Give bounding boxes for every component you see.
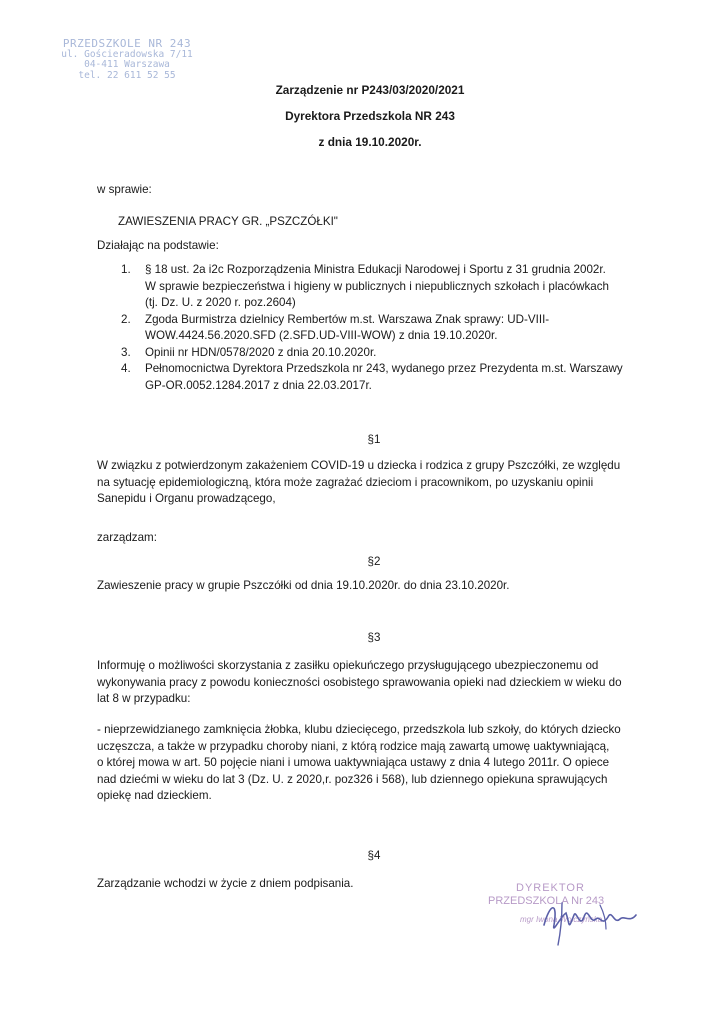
section-2-heading: §2 [367, 555, 381, 568]
basis-label: Działając na podstawie: [97, 239, 219, 252]
section-3-line: Informuję o możliwości skorzystania z zasiłku opiekuńczego przysługującego ubezpieczonemu od [97, 659, 599, 672]
section-3-line: o której mowa w art. 50 pojęcie niani i umowa uaktywniająca ustawy z dnia 4 lutego 2011r. O opiece [97, 756, 610, 769]
section-3-paragraph-1 [97, 658, 657, 708]
section-3-line: uczęszcza, a także w przypadku choroby niani, z którą rodzice mają zawartą umowę uaktywniającą, [97, 739, 610, 753]
basis-item [121, 345, 655, 362]
basis-item-line: GP-OR.0052.1284.2017 z dnia 22.03.2017r. [145, 378, 372, 392]
section-3-line: - nieprzewidzianego zamknięcia żłobka, klubu dziecięcego, przedszkola lub szkoły, do których dziecko [97, 723, 621, 736]
section-3-line: opiekę nad dzieckiem. [97, 789, 212, 802]
section-3-line: wykonywania pracy z powodu konieczności osobistego sprawowania opieki nad dzieckiem w wieku do [97, 675, 622, 689]
section-1-body [97, 458, 657, 508]
section-2-text: Zawieszenie pracy w grupie Pszczółki od dnia 19.10.2020r. do dnia 23.10.2020r. [97, 579, 510, 592]
decree-word: zarządzam: [97, 531, 157, 544]
section-1-line: Sanepidu i Organu prowadzącego, [97, 492, 276, 505]
subject-text: ZAWIESZENIA PRACY GR. „PSZCZÓŁKI" [118, 215, 338, 228]
subject-label: w sprawie: [97, 183, 152, 196]
section-3-paragraph-2 [97, 722, 657, 805]
section-3-line: lat 8 w przypadku: [97, 692, 191, 705]
basis-item [121, 312, 655, 345]
basis-item-line: WOW.4424.56.2020.SFD (2.SFD.UD-VIII-WOW) z dnia 19.10.2020r. [145, 329, 498, 342]
basis-list [121, 262, 655, 394]
section-1-line: W związku z potwierdzonym zakażeniem COVID-19 u dziecka i rodzica z grupy Pszczółki, ze względu [97, 459, 621, 472]
basis-item-line: (tj. Dz. U. z 2020 r. poz.2604) [145, 296, 296, 309]
director-stamp-line: DYREKTOR [516, 882, 585, 894]
basis-item-line: Zgoda Burmistrza dzielnicy Rembertów m.st. Warszawa Znak sprawy: UD-VIII- [145, 312, 550, 326]
director-stamp-line: PRZEDSZKOLA Nr 243 [488, 895, 605, 907]
signature-icon [540, 895, 640, 947]
basis-item-line: Pełnomocnictwa Dyrektora Przedszkola nr 243, wydanego przez Prezydenta m.st. Warszawy [145, 362, 623, 375]
document-date: z dnia 19.10.2020r. [318, 135, 422, 149]
basis-item-number: 1. [121, 263, 131, 276]
section-3-line: nad dziećmi w wieku do lat 3 (Dz. U. z 2020,r. poz326 i 568), lub dziennego opiekuna sprawujących [97, 772, 608, 786]
basis-item [121, 361, 655, 394]
director-stamp-line: mgr Iwona Wolczyńska [520, 915, 603, 924]
school-stamp-line: tel. 22 611 52 55 [78, 69, 176, 81]
basis-item-number: 2. [121, 312, 131, 326]
document-title: Zarządzenie nr P243/03/2020/2021 [275, 83, 465, 97]
basis-item-line: W sprawie bezpieczeństwa i higieny w publicznych i niepublicznych szkołach i placówkach [145, 279, 609, 293]
section-4-heading: §4 [367, 849, 381, 862]
document-issuer: Dyrektora Przedszkola NR 243 [285, 109, 455, 123]
section-4-text: Zarządzanie wchodzi w życie z dniem podpisania. [97, 877, 354, 890]
basis-item [121, 262, 655, 312]
school-stamp-line: 04-411 Warszawa [84, 59, 170, 70]
basis-item-number: 4. [121, 362, 131, 375]
basis-item-line: Opinii nr HDN/0578/2020 z dnia 20.10.2020r. [145, 345, 377, 359]
school-stamp-line: PRZEDSZKOLE NR 243 [62, 37, 192, 50]
section-3-heading: §3 [367, 631, 381, 644]
basis-item-line: § 18 ust. 2a i2c Rozporządzenia Ministra Edukacji Narodowej i Sportu z 31 grudnia 2002r. [145, 263, 606, 276]
school-stamp-line: ul. Gościeradowska 7/11 [61, 48, 193, 60]
section-1-line: na sytuację epidemiologiczną, która może zagrażać dzieciom i pracownikom, po uzyskaniu opinii [97, 475, 594, 489]
section-1-heading: §1 [367, 433, 381, 446]
basis-item-number: 3. [121, 345, 131, 359]
